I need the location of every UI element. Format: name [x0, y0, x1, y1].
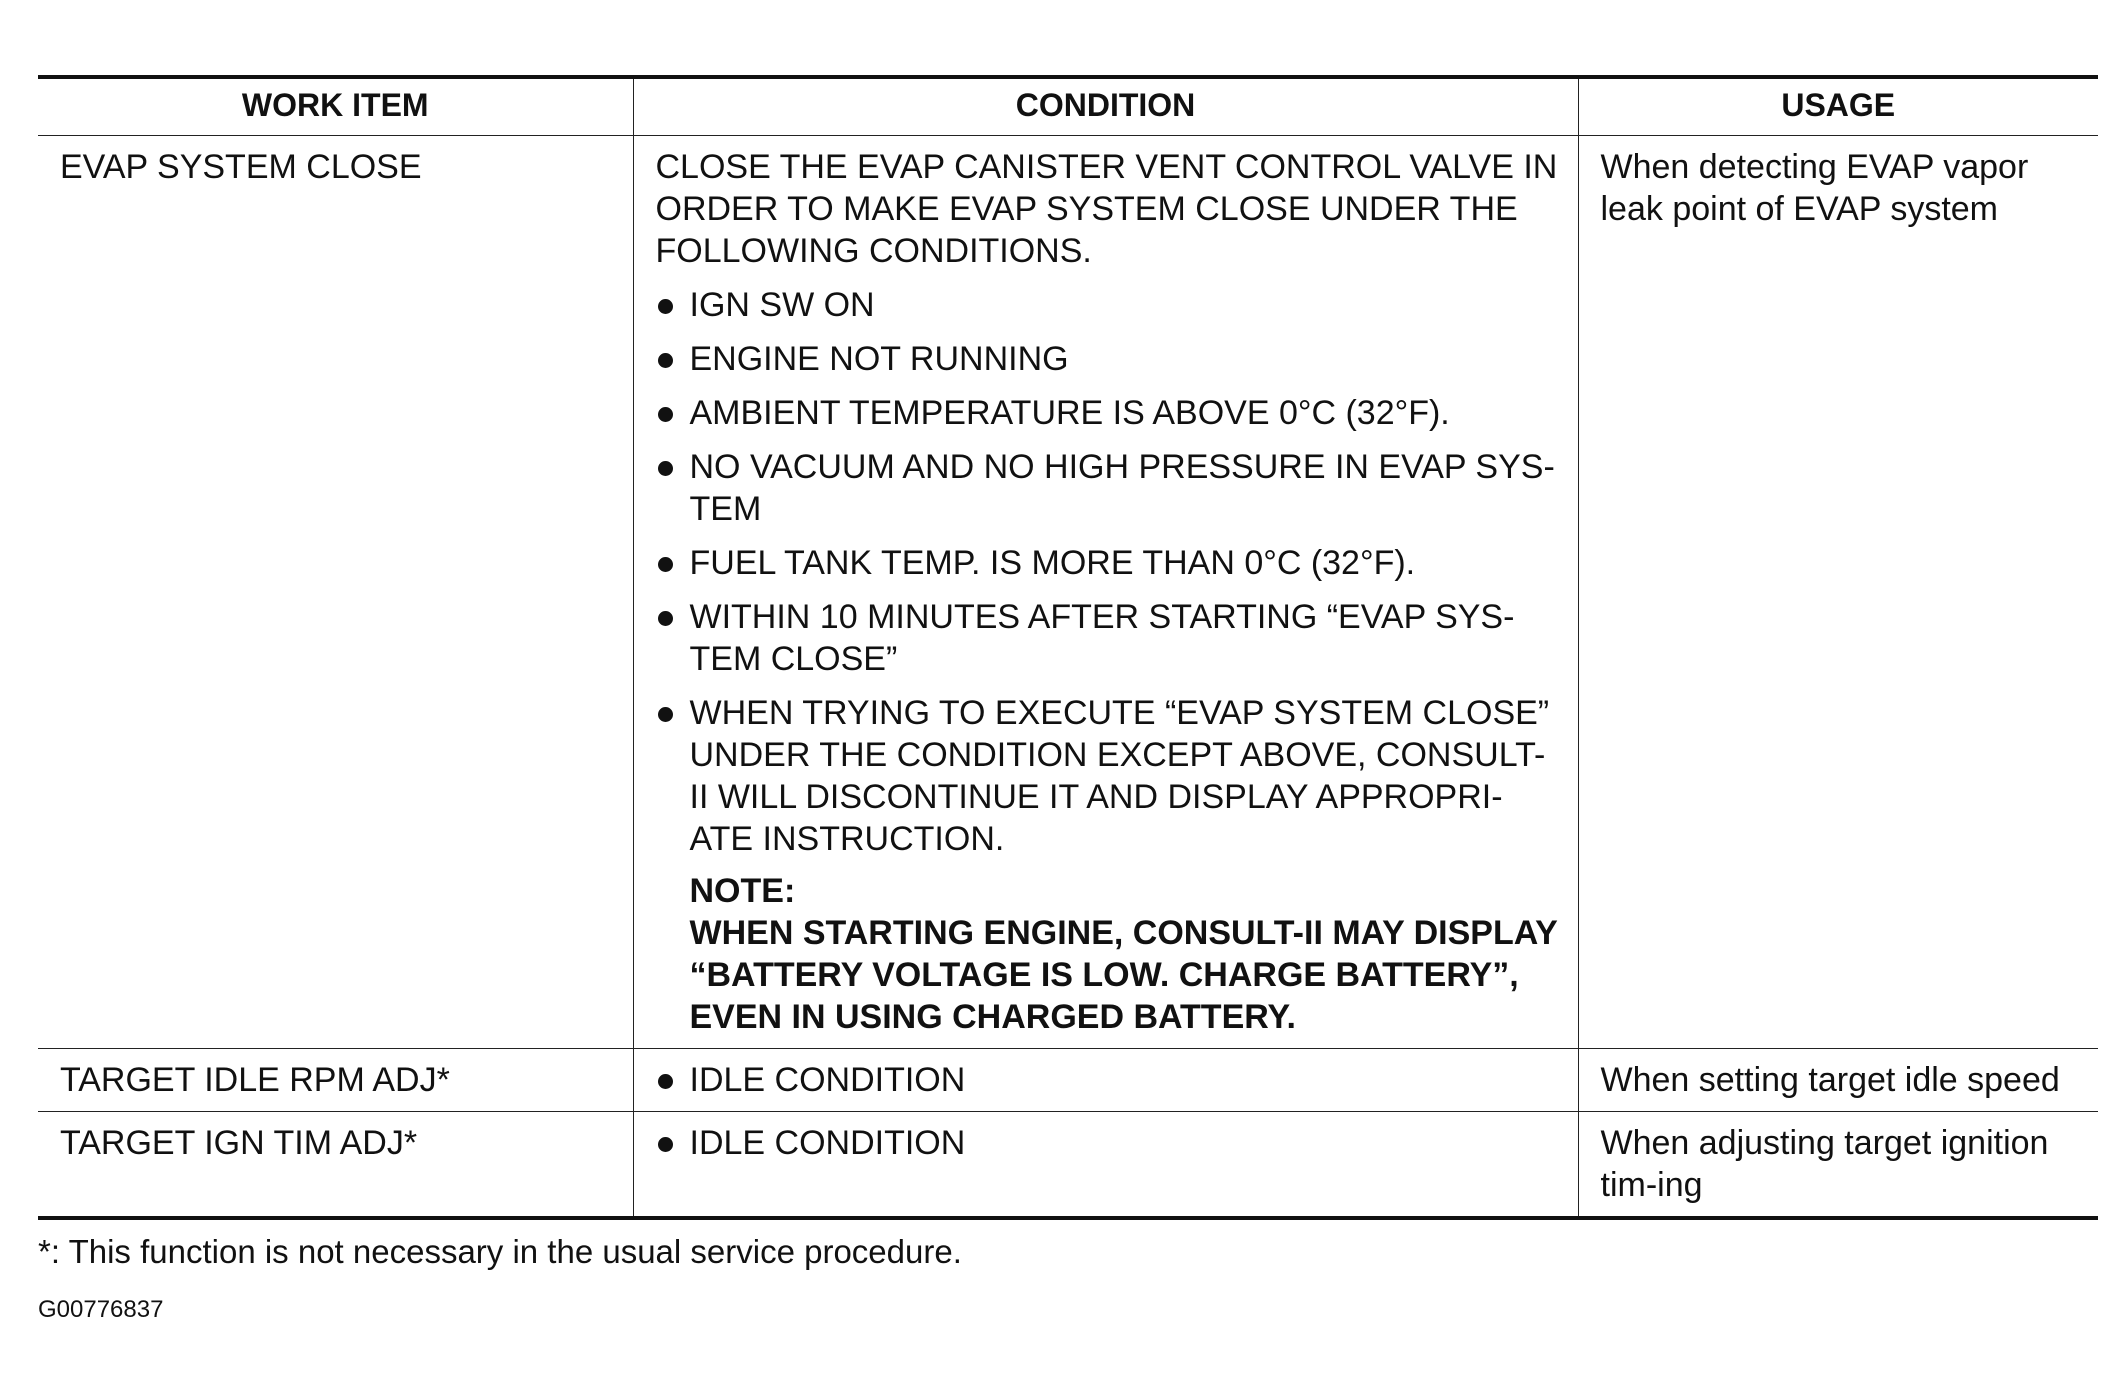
condition-intro: CLOSE THE EVAP CANISTER VENT CONTROL VALVE IN ORDER TO MAKE EVAP SYSTEM CLOSE UNDER THE FOLLOWING CONDITIONS.	[655, 148, 1558, 270]
header-work-item: WORK ITEM	[38, 77, 633, 136]
condition-text: AMBIENT TEMPERATURE IS ABOVE 0°C (32°F).	[689, 394, 1450, 432]
condition-item	[656, 596, 1560, 680]
bullet-icon	[658, 1074, 673, 1089]
bullet-icon	[658, 461, 673, 476]
work-item-table	[38, 75, 2098, 1220]
table-row	[38, 1049, 2098, 1112]
bullet-icon	[658, 611, 673, 626]
usage-cell: When detecting EVAP vapor leak point of EVAP system	[1578, 136, 2098, 1049]
condition-text: WHEN TRYING TO EXECUTE “EVAP SYSTEM CLOSE” UNDER THE CONDITION EXCEPT ABOVE, CONSULT-II WILL DISCONTINUE IT AND DISPLAY APPROPRI-ATE INSTRUCTION.	[689, 694, 1550, 858]
figure-id: G00776837	[38, 1296, 164, 1323]
condition-text: FUEL TANK TEMP. IS MORE THAN 0°C (32°F).	[689, 544, 1416, 582]
condition-text: IGN SW ON	[689, 286, 875, 324]
bullet-icon	[658, 557, 673, 572]
note-text: WHEN STARTING ENGINE, CONSULT-II MAY DISPLAY “BATTERY VOLTAGE IS LOW. CHARGE BATTERY”, EVEN IN USING CHARGED BATTERY.	[689, 914, 1558, 1036]
header-condition: CONDITION	[633, 77, 1578, 136]
footnote: *: This function is not necessary in the usual service procedure.	[38, 1233, 962, 1270]
bullet-icon	[658, 407, 673, 422]
work-item-cell: EVAP SYSTEM CLOSE	[38, 136, 633, 1049]
work-item-cell: TARGET IGN TIM ADJ*	[38, 1112, 633, 1219]
condition-item	[656, 542, 1560, 584]
condition-text: ENGINE NOT RUNNING	[689, 340, 1069, 378]
condition-item	[656, 284, 1560, 326]
bullet-icon	[658, 353, 673, 368]
condition-text: NO VACUUM AND NO HIGH PRESSURE IN EVAP SYS-TEM	[689, 448, 1555, 528]
condition-text: IDLE CONDITION	[689, 1061, 966, 1099]
header-usage: USAGE	[1578, 77, 2098, 136]
table-row	[38, 1112, 2098, 1219]
note-label: NOTE:	[689, 872, 796, 910]
work-item-cell: TARGET IDLE RPM ADJ*	[38, 1049, 633, 1112]
condition-item	[656, 392, 1560, 434]
condition-item	[656, 692, 1560, 860]
condition-item	[656, 1122, 1560, 1164]
bullet-icon	[658, 299, 673, 314]
condition-item	[656, 1059, 1560, 1101]
usage-cell: When setting target idle speed	[1578, 1049, 2098, 1112]
condition-text: IDLE CONDITION	[689, 1124, 966, 1162]
condition-cell	[633, 136, 1578, 1049]
bullet-icon	[658, 707, 673, 722]
condition-text: WITHIN 10 MINUTES AFTER STARTING “EVAP SYS-TEM CLOSE”	[689, 598, 1515, 678]
condition-list	[656, 1122, 1560, 1164]
usage-cell: When adjusting target ignition tim-ing	[1578, 1112, 2098, 1219]
condition-list	[656, 284, 1560, 860]
condition-cell	[633, 1112, 1578, 1219]
condition-cell	[633, 1049, 1578, 1112]
condition-item	[656, 338, 1560, 380]
condition-item	[656, 446, 1560, 530]
note-block	[690, 870, 1560, 1038]
bullet-icon	[658, 1137, 673, 1152]
table-header-row	[38, 77, 2098, 136]
condition-list	[656, 1059, 1560, 1101]
table-row	[38, 136, 2098, 1049]
